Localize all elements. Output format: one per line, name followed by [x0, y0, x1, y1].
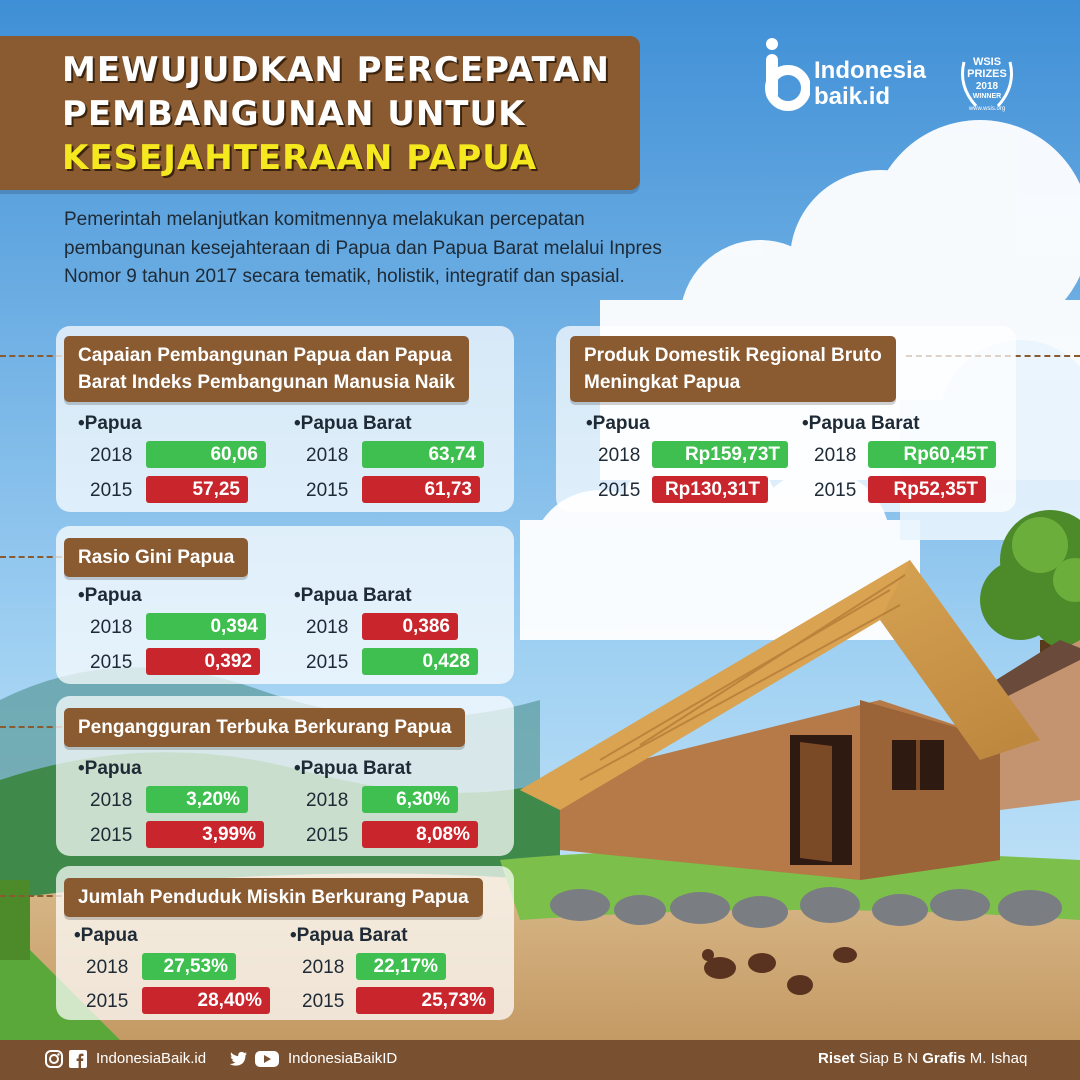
region-papua-barat: •Papua Barat — [294, 585, 412, 606]
year-label: 2018 — [306, 445, 349, 466]
connector-line — [0, 355, 62, 357]
year-label: 2015 — [598, 480, 641, 501]
card-unemployment — [56, 696, 514, 856]
value-poor-papuabarat-2015: 25,73% — [356, 987, 494, 1014]
value-pdrb-papuabarat-2015: Rp52,35T — [868, 476, 986, 503]
facebook-icon[interactable] — [68, 1049, 88, 1069]
value-pdrb-papuabarat-2018: Rp60,45T — [868, 441, 996, 468]
value-poor-papua-2015: 28,40% — [142, 987, 270, 1014]
value-gini-papuabarat-2015: 0,428 — [362, 648, 478, 675]
year-label: 2018 — [306, 790, 349, 811]
title-banner — [0, 36, 640, 190]
value-gini-papua-2018: 0,394 — [146, 613, 266, 640]
region-papua: •Papua — [74, 925, 138, 946]
title-line-3: KESEJAHTERAAN PAPUA — [62, 138, 538, 178]
value-poor-papua-2018: 27,53% — [142, 953, 236, 980]
credit-grafis: M. Ishaq — [969, 1050, 1028, 1067]
youtube-icon[interactable] — [254, 1049, 280, 1069]
region-papua-barat: •Papua Barat — [802, 413, 920, 434]
logo-line-2: baik.id — [814, 83, 891, 110]
year-label: 2015 — [302, 991, 345, 1012]
credit-grafis-label: Grafis — [922, 1050, 966, 1067]
card-unemployment-title-line-1: Pengangguran Terbuka Berkurang Papua — [78, 717, 452, 738]
year-label: 2018 — [306, 617, 349, 638]
logo-text — [814, 58, 926, 110]
year-label: 2015 — [306, 825, 349, 846]
value-ipm-papua-2018: 60,06 — [146, 441, 266, 468]
region-papua-barat: •Papua Barat — [294, 413, 412, 434]
card-poverty-title-line-1: Jumlah Penduduk Miskin Berkurang Papua — [78, 887, 469, 908]
value-unemp-papuabarat-2015: 8,08% — [362, 821, 478, 848]
card-ipm — [56, 326, 514, 512]
year-label: 2018 — [302, 957, 345, 978]
award-line-2: PRIZES — [967, 68, 1007, 80]
value-gini-papua-2015: 0,392 — [146, 648, 260, 675]
card-poverty — [56, 866, 514, 1020]
year-label: 2018 — [598, 445, 641, 466]
instagram-icon[interactable] — [44, 1049, 64, 1069]
intro-paragraph: Pemerintah melanjutkan komitmennya melakukan percepatan pembangunan kesejahteraan di Papua dan Papua Barat melalui Inpres Nomor 9 tahun 2017 secara tematik, holistik, integratif dan spasial. — [64, 209, 662, 287]
year-label: 2015 — [814, 480, 857, 501]
card-ipm-title-line-2: Barat Indeks Pembangunan Manusia Naik — [78, 372, 455, 393]
region-papua: •Papua — [78, 758, 142, 779]
wsis-award-badge — [956, 52, 1018, 118]
year-label: 2015 — [90, 480, 133, 501]
value-unemp-papuabarat-2018: 6,30% — [362, 786, 458, 813]
card-pdrb-title — [570, 336, 896, 402]
award-site: www.wsis.org — [968, 106, 1006, 112]
year-label: 2015 — [90, 652, 133, 673]
card-pdrb-title-line-2: Meningkat Papua — [584, 372, 741, 393]
card-pdrb-title-line-1: Produk Domestik Regional Bruto — [584, 345, 882, 366]
indonesiabaik-logo — [760, 36, 950, 116]
value-ipm-papuabarat-2018: 63,74 — [362, 441, 484, 468]
value-pdrb-papua-2018: Rp159,73T — [652, 441, 788, 468]
card-ipm-title-line-1: Capaian Pembangunan Papua dan Papua — [78, 345, 452, 366]
year-label: 2018 — [814, 445, 857, 466]
year-label: 2015 — [306, 480, 349, 501]
footer-bar — [0, 1040, 1080, 1080]
credit-riset-label: Riset — [818, 1050, 855, 1067]
year-label: 2018 — [86, 957, 129, 978]
card-gini — [56, 526, 514, 684]
award-line-1: WSIS — [972, 56, 1002, 68]
award-line-4: WINNER — [972, 93, 1002, 100]
card-gini-title-line-1: Rasio Gini Papua — [78, 547, 235, 568]
card-ipm-title — [64, 336, 469, 402]
title-line-2: PEMBANGUNAN UNTUK — [62, 94, 526, 134]
card-poverty-title — [64, 878, 483, 917]
footer-social-right[interactable]: IndonesiaBaikID — [288, 1050, 398, 1067]
region-papua-barat: •Papua Barat — [290, 925, 408, 946]
value-ipm-papua-2015: 57,25 — [146, 476, 248, 503]
value-unemp-papua-2015: 3,99% — [146, 821, 264, 848]
year-label: 2015 — [86, 991, 129, 1012]
region-papua: •Papua — [78, 413, 142, 434]
logo-b-icon — [760, 36, 810, 116]
value-unemp-papua-2018: 3,20% — [146, 786, 248, 813]
year-label: 2018 — [90, 617, 133, 638]
connector-line — [0, 556, 62, 558]
year-label: 2018 — [90, 790, 133, 811]
value-poor-papuabarat-2018: 22,17% — [356, 953, 446, 980]
title-line-1: MEWUJUDKAN PERCEPATAN — [62, 50, 610, 90]
award-line-3: 2018 — [975, 81, 999, 92]
footer-social-left[interactable]: IndonesiaBaik.id — [96, 1050, 207, 1067]
value-gini-papuabarat-2018: 0,386 — [362, 613, 458, 640]
year-label: 2015 — [306, 652, 349, 673]
card-gini-title — [64, 538, 248, 577]
twitter-icon[interactable] — [228, 1049, 248, 1069]
connector-line — [0, 726, 62, 728]
card-pdrb — [556, 326, 1016, 512]
footer-credits — [818, 1049, 1027, 1069]
credit-riset: Siap B N — [858, 1050, 919, 1067]
year-label: 2018 — [90, 445, 133, 466]
year-label: 2015 — [90, 825, 133, 846]
connector-line — [0, 895, 62, 897]
region-papua-barat: •Papua Barat — [294, 758, 412, 779]
logo-line-1: Indonesia — [814, 57, 927, 84]
value-pdrb-papua-2015: Rp130,31T — [652, 476, 768, 503]
region-papua: •Papua — [78, 585, 142, 606]
region-papua: •Papua — [586, 413, 650, 434]
card-unemployment-title — [64, 708, 465, 747]
value-ipm-papuabarat-2015: 61,73 — [362, 476, 480, 503]
